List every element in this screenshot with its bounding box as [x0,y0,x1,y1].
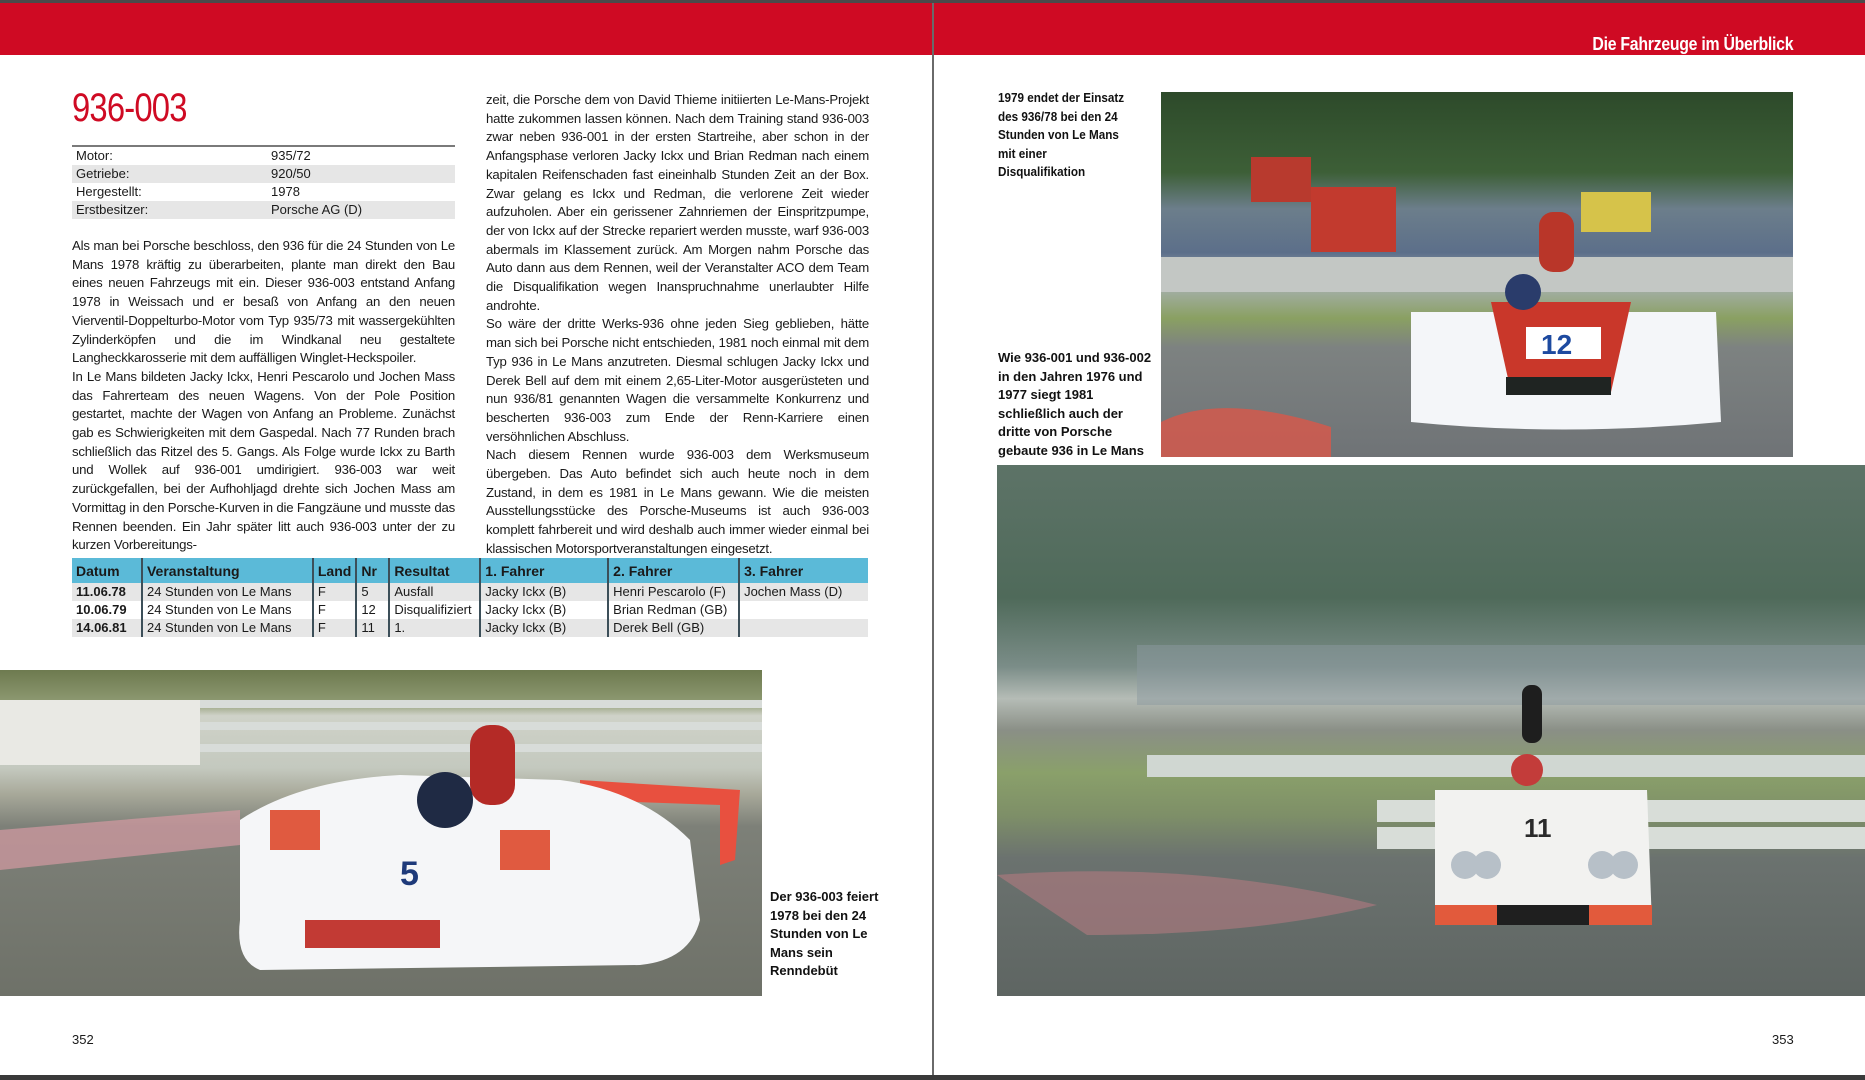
cell-driver-2: Derek Bell (GB) [608,619,739,637]
column-header: 1. Fahrer [480,558,608,583]
paragraph: In Le Mans bildeten Jacky Ickx, Henri Pescarolo und Jochen Mass das Fahrerteam des neuen Wagens. Von der Pole Position gestartet, machte der Wagen von Anfang an Probleme. Zunächst gab es Schwierigkeiten mit dem Gaspedal. Nach 77 Runden brach schließlich das Ritzel des 5. Gangs. Als Folge wurde Ickx zu Barth und Wollek auf 936-001 umdirigiert. 936-003 war weit zurückgefallen, bei der Aufhohljagd drehte sich Jochen Mass am Vormittag in den Porsche-Kurven in die Fangzäune und musste das Rennen beenden. Ein Jahr später litt auch 936-003 unter der zu kurzen Vorbereitungs- [72,368,455,553]
air-intake [1539,212,1574,272]
driver-helmet [1505,274,1541,310]
cell-event: 24 Stunden von Le Mans [142,601,313,619]
air-intake [1522,685,1542,743]
photo-caption: Wie 936-001 und 936-002 in den Jahren 1976 und 1977 siegt 1981 schließlich auch der dritte von Porsche gebaute 936 in Le Mans [998,350,1152,458]
cell-date: 10.06.79 [72,601,142,619]
column-header: Land [313,558,356,583]
paragraph: zeit, die Porsche dem von David Thieme initiierten Le-Mans-Projekt hatte zukommen lassen können. Nach dem Training stand 936-003 zwar neben 936-001 in der ersten Startreihe, aber schon in der Anfangsphase verloren Jacky Ickx und Brian Redman nach einem kapitalen Reifenschaden fast eineinhalb Stunden Zeit an der Box. Zwar gelang es Ickx und Redman, die verlorene Zeit wieder aufzuholen. Aber ein gerissener Zahnriemen der Einspritzpumpe, der von Ickx auf der Strecke repariert werden musste, warf 936-003 abermals im Klassement zurück. Am Morgen nahm Porsche das Auto dann aus dem Rennen, weil der Veranstalter ACO dem Team die Disqualifikation wegen Inanspruchnahme unerlaubter Hilfe androhte. [486,92,869,313]
photo-936-003-1978 [0,670,762,996]
driver-helmet [417,772,473,828]
cell-event: 24 Stunden von Le Mans [142,583,313,601]
photo-936-003-1979 [1161,92,1793,457]
spec-row [72,165,455,183]
table-header-row [72,558,868,583]
page-number: 352 [72,1032,94,1047]
photo-936-003-1981 [997,465,1865,996]
body-text-column-1 [72,237,455,555]
spec-label: Motor: [76,148,113,163]
photo-caption: 1979 endet der Einsatz des 936/78 bei den 24 Stunden von Le Mans mit einer Disqualifikation [998,90,1125,179]
race-car-illustration [0,670,762,996]
column-header: Veranstaltung [142,558,313,583]
cell-event: 24 Stunden von Le Mans [142,619,313,637]
truck [1251,157,1311,202]
spec-value: 920/50 [271,166,311,181]
cell-date: 14.06.81 [72,619,142,637]
curb [997,871,1377,935]
cell-driver-1: Jacky Ickx (B) [480,583,608,601]
cell-driver-1: Jacky Ickx (B) [480,619,608,637]
car-number: 12 [1541,329,1573,360]
dunlop-banner [0,700,200,765]
curb-stripes [0,810,240,870]
paragraph: Nach diesem Rennen wurde 936-003 dem Werksmuseum übergeben. Das Auto befindet sich auch heute noch in dem Zustand, in dem es 1981 in Le Mans gewann. Wie die meisten Ausstellungsstücke des Porsche-Museums ist auch 936-003 komplett fahrbereit und wird deshalb auch immer wieder einmal bei klassischen Motorsportveranstaltungen eingesetzt. [486,447,869,556]
spec-row [72,201,455,219]
cell-country: F [313,619,356,637]
cell-number: 11 [356,619,389,637]
race-car-illustration [1161,92,1793,457]
race-results-table [72,558,868,637]
curb [1161,408,1331,457]
column-header: Resultat [389,558,480,583]
cell-driver-3: Jochen Mass (D) [739,583,868,601]
cell-number: 5 [356,583,389,601]
page-number: 353 [1772,1032,1794,1047]
cell-driver-3 [739,601,868,619]
table-row [72,583,868,601]
cell-result: Ausfall [389,583,480,601]
spec-row [72,147,455,165]
section-title: Die Fahrzeuge im Überblick [1592,34,1793,54]
grandstand [1137,645,1865,705]
car-number: 5 [400,855,419,893]
book-spine-divider [932,3,934,1076]
driver-helmet [1511,754,1543,786]
guardrail [1161,257,1793,292]
bottom-edge [0,1075,1865,1080]
spec-value: 1978 [271,184,300,199]
cell-country: F [313,583,356,601]
cell-driver-2: Henri Pescarolo (F) [608,583,739,601]
column-header: 2. Fahrer [608,558,739,583]
spec-value: Porsche AG (D) [271,202,363,217]
column-header: Nr [356,558,389,583]
cell-country: F [313,601,356,619]
race-car-illustration [997,465,1865,996]
guardrail [1147,755,1865,777]
air-intake [470,725,515,805]
table-row [72,601,868,619]
cell-date: 11.06.78 [72,583,142,601]
cell-driver-3 [739,619,868,637]
body-text-column-2 [486,91,869,559]
cell-result: 1. [389,619,480,637]
car-number: 11 [1524,813,1552,843]
spec-label: Getriebe: [76,166,130,181]
paragraph: Als man bei Porsche beschloss, den 936 für die 24 Stunden von Le Mans 1978 kräftig zu überarbeiten, plante man direkt den Bau eines neuen Fahrzeugs mit ein. Dieser 936-003 entstand Anfang 1978 in Weissach und er besaß von Anfang an den neuen Vierventil-Doppelturbo-Motor vom Typ 935/73 mit wassergekühlten Zylinderköpfen und die im Windkanal neu gestaltete Langheckkarosserie mit dem auffälligen Winglet-Heckspoiler. [72,238,455,366]
spec-label: Hergestellt: [76,184,142,199]
cell-driver-2: Brian Redman (GB) [608,601,739,619]
cell-number: 12 [356,601,389,619]
column-header: Datum [72,558,142,583]
spec-label: Erstbesitzer: [76,202,149,217]
paragraph: So wäre der dritte Werks-936 ohne jeden Sieg geblieben, hätte man sich bei Porsche nicht entschieden, 1981 noch einmal mit dem Typ 936 in Le Mans anzutreten. Diesmal schlugen Jacky Ickx und Derek Bell auf dem mit einem 2,65-Liter-Motor ausgerüsteten und nun 936/81 genannten Wagen die versammelte Konkurrenz und bescherten 936-003 zum Ende der Renn-Karriere einen versöhnlichen Abschluss. [486,316,869,444]
page-title: 936-003 [72,86,187,130]
spec-value: 935/72 [271,148,311,163]
cell-driver-1: Jacky Ickx (B) [480,601,608,619]
photo-caption: Der 936-003 feiert 1978 bei den 24 Stunden von Le Mans sein Renndebüt [770,889,879,978]
spec-row [72,183,455,201]
column-header: 3. Fahrer [739,558,868,583]
cell-result: Disqualifiziert [389,601,480,619]
spec-table [72,145,455,219]
tent [1581,192,1651,232]
table-row [72,619,868,637]
